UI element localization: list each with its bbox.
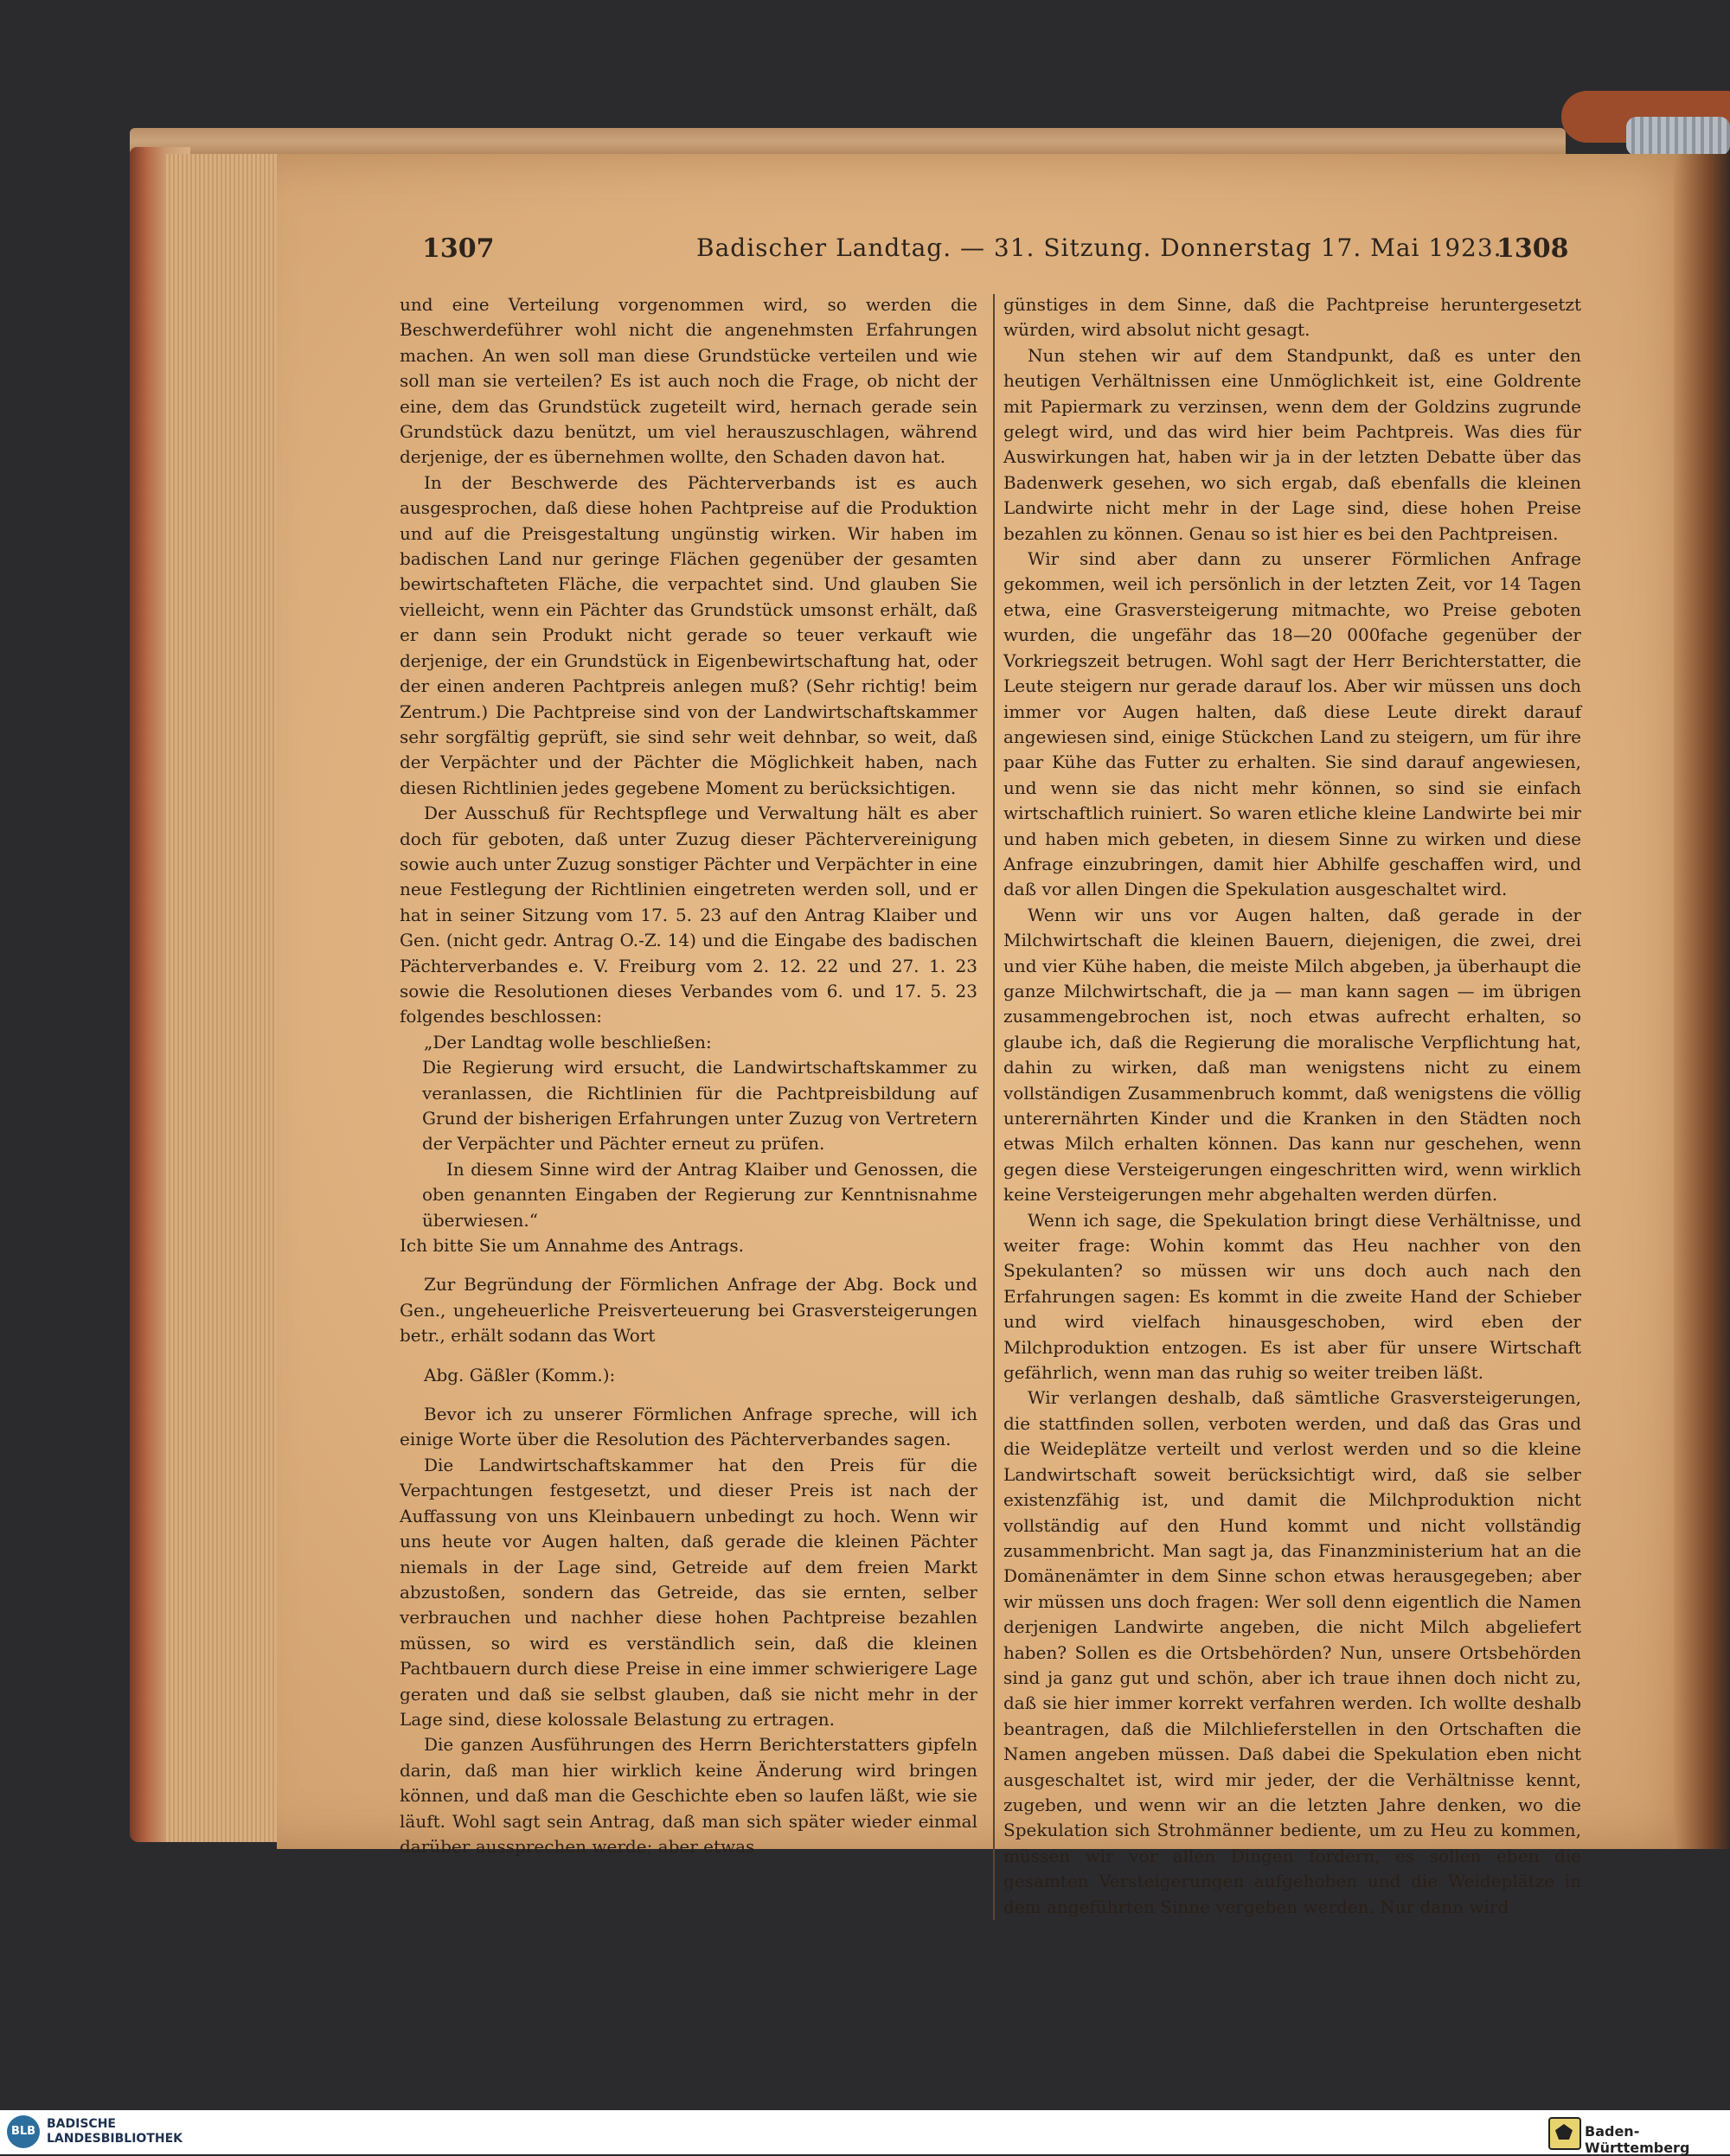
library-name-line2: LANDESBIBLIOTHEK xyxy=(47,2132,183,2146)
paragraph: Wir sind aber dann zu unserer Förmlichen Anfrage gekommen, weil ich persönlich in der letzten Zeit, vor 14 Tagen etwa, eine Grasversteigerung mitmachte, wo Preise geboten wurden, die ungefähr das 18—20 000fache gegenüber der Vorkriegszeit betrugen. Wohl sagt der Herr Berichterstatter, die Leute steigern nur gerade darauf los. Aber wir müssen uns doch immer vor Augen halten, daß diese Leute direkt darauf angewiesen sind, einige Stückchen Land zu steigern, um für ihre paar Kühe das Futter zu erhalten. Sie sind darauf angewiesen, und wenn sie das nicht mehr können, so sind sie einfach wirtschaftlich ruiniert. So waren etliche kleine Landwirte bei mir und haben mich gebeten, in diesem Sinne zu wirken und diese Anfrage einzubringen, damit hier Abhilfe geschaffen wird, und daß vor allen Dingen die Spekulation ausgeschaltet wird. xyxy=(1003,548,1581,900)
bookmark-tie xyxy=(1626,117,1730,156)
viewer-footer-bar xyxy=(0,2110,1730,2154)
paragraph: und eine Verteilung vorgenommen wird, so werden die Beschwerdeführer wohl nicht die angenehmsten Erfahrungen machen. An wen soll man diese Grundstücke verteilen und wie soll man sie verteilen? Es ist auch noch die Frage, ob nicht der eine, dem das Grundstück zugeteilt wird, hernach gerade sein Grundstück dazu benützt, um viel herauszuschlagen, während derjenige, der es übernehmen wollte, den Schaden davon hat. xyxy=(400,294,977,468)
agenda-item: Zur Begründung der Förmlichen Anfrage der Abg. Bock und Gen., ungeheuerliche Preisverteuerung bei Grasversteigerungen betr., erhält sodann das Wort xyxy=(400,1274,977,1347)
library-name-line1: BADISCHE xyxy=(47,2117,116,2131)
paragraph: Wenn ich sage, die Spekulation bringt diese Verhältnisse, und weiter frage: Wohin kommt das Heu nachher von den Spekulanten? so müssen wir uns doch auch nach den Erfahrungen sagen: Es kommt in die zweite Hand der Schieber und wird vielfach hinausgeschoben, wird eben der Milchproduktion entzogen. Es ist aber für unsere Wirtschaft gefährlich, wenn man das ruhig so weiter treiben läßt. xyxy=(1003,1209,1581,1384)
state-name: Baden-Württemberg xyxy=(1585,2123,1690,2156)
paragraph: In der Beschwerde des Pächterverbands ist es auch ausgesprochen, daß diese hohen Pachtpreise auf die Produktion und auf die Preisgestaltung ungünstig wirken. Wir haben im badischen Land nur geringe Flächen gegenüber der gesamten bewirtschafteten Fläche, die verpachtet sind. Und glauben Sie vielleicht, wenn ein Pächter das Grundstück umsonst erhält, daß er dann sein Produkt nicht gerade so teuer verkauft wie derjenige, der ein Grundstück in Eigenbewirtschaftung hat, oder der einen anderen Pachtpreis anlegen muß? (Sehr richtig! beim Zentrum.) Die Pachtpreise sind von der Landwirtschaftskammer sehr sorgfältig geprüft, sie sind sehr weit dehnbar, so weit, daß der Verpächter und der Pächter die Möglichkeit haben, nach diesen Richtlinien jedes gegebene Moment zu berücksichtigen. xyxy=(400,471,977,798)
resolution-text: Die Regierung wird ersucht, die Landwirtschaftskammer zu veranlassen, die Richtlinien für die Pachtpreisbildung auf Grund der bisherigen Erfahrungen unter Zuzug von Vertretern der Verpächter und Pächter erneut zu prüfen. xyxy=(422,1057,977,1155)
paragraph: Die ganzen Ausführungen des Herrn Berichterstatters gipfeln darin, daß man hier wirklich keine Änderung wird bringen können, und daß man die Geschichte eben so laufen läßt, wie sie läuft. Wohl sagt sein Antrag, daß man sich später wieder einmal darüber aussprechen werde; aber etwas xyxy=(400,1734,977,1857)
paragraph: Nun stehen wir auf dem Standpunkt, daß es unter den heutigen Verhältnissen eine Unmöglichkeit ist, eine Goldrente mit Papiermark zu verzinsen, wenn dem der Goldzins zugrunde gelegt wird, und das wird hier beim Pachtpreis. Was dies für Auswirkungen hat, haben wir ja in der letzten Debatte über das Badenwerk gesehen, wo sich ergab, daß ebenfalls die kleinen Landwirte nicht mehr in der Lage sind, diese hohen Preise bezahlen zu können. Genau so ist hier es bei den Pachtpreisen. xyxy=(1003,344,1581,544)
running-header: Badischer Landtag. — 31. Sitzung. Donnerstag 17. Mai 1923. xyxy=(696,234,1503,262)
book-right-edge xyxy=(1674,154,1730,1849)
speaker-heading: Abg. Gäßler (Komm.): xyxy=(424,1364,616,1385)
right-text-column xyxy=(1003,292,1581,1920)
blb-logo-icon[interactable]: BLB xyxy=(7,2115,40,2148)
paragraph: Bevor ich zu unserer Förmlichen Anfrage spreche, will ich einige Worte über die Resolution des Pächterverbandes sagen. xyxy=(400,1404,977,1450)
left-text-column xyxy=(400,292,977,1859)
paragraph: Die Landwirtschaftskammer hat den Preis für die Verpachtungen festgesetzt, und dieser Preis ist nach der Auffassung von uns Kleinbauern unbedingt zu hoch. Wenn wir uns heute vor Augen halten, daß gerade die kleinen Pächter niemals in der Lage sind, Getreide auf dem freien Markt abzustoßen, sondern das Getreide, das sie ernten, selber verbrauchen und nachher diese hohen Pachtpreise bezahlen müssen, so wird es verständlich sein, daß die kleinen Pachtbauern durch diese Preise in eine immer schwierigere Lage geraten und daß sie selbst glauben, daß sie nicht mehr in der Lage sind, diese kolossale Belastung zu ertragen. xyxy=(400,1454,977,1730)
paragraph: Der Ausschuß für Rechtspflege und Verwaltung hält es aber doch für geboten, daß unter Zuzug dieser Pächtervereinigung sowie auch unter Zuzug sonstiger Pächter und Verpächter in eine neue Festlegung der Richtlinien eingetreten werden soll, und er hat in seiner Sitzung vom 17. 5. 23 auf den Antrag Klaiber und Gen. (nicht gedr. Antrag O.-Z. 14) und die Eingabe des badischen Pächterverbandes e. V. Freiburg vom 2. 12. 22 und 27. 1. 23 sowie die Resolutionen dieses Verbandes vom 6. und 17. 5. 23 folgendes beschlossen: xyxy=(400,803,977,1027)
paragraph: Wir verlangen deshalb, daß sämtliche Grasversteigerungen, die stattfinden sollen, verboten werden, und daß das Gras und die Weideplätze verteilt und verlost werden und so die kleine Landwirtschaft soweit berücksichtigt wird, daß sie selber existenzfähig ist, und damit die Milchproduktion nicht vollständig auf den Hund kommt und nicht vollständig zusammenbricht. Man sagt ja, das Finanzministerium hat an die Domänenämter in dem Sinne schon etwas herausgegeben; aber wir müssen uns doch fragen: Wer soll denn eigentlich die Namen derjenigen Landwirte angeben, die nicht Milch abgeliefert haben? Sollen es die Ortsbehörden? Nun, unsere Ortsbehörden sind ja ganz gut und schön, aber ich traue ihnen doch nicht zu, daß sie hier immer korrekt verfahren werden. Ich wollte deshalb beantragen, daß die Milchlieferstellen in den Ortschaften die Namen angeben müssen. Daß dabei die Spekulation eben nicht ausgeschaltet ist, wird mir jeder, der die Verhältnisse kennt, zugeben, und wenn wir an die letzten Jahre denken, wo die Spekulation sich Strohmänner bediente, um zu Heu zu kommen, müssen wir vor allen Dingen fordern, es sollen eben die gesamten Versteigerungen aufgehoben und die Weideplätze in dem angeführten Sinne vergeben werden. Nur dann wird xyxy=(1003,1387,1581,1917)
state-coat-of-arms-icon xyxy=(1548,2117,1581,2150)
left-page-number: 1307 xyxy=(422,234,495,264)
paragraph: günstiges in dem Sinne, daß die Pachtpreise heruntergesetzt würden, wird absolut nicht gesagt. xyxy=(1003,294,1581,341)
resolution-text: In diesem Sinne wird der Antrag Klaiber und Genossen, die oben genannten Eingaben der Regierung zur Kenntnisnahme überwiesen.“ xyxy=(422,1158,977,1231)
paragraph: Wenn wir uns vor Augen halten, daß gerade in der Milchwirtschaft die kleinen Bauern, diejenigen, die zwei, drei und vier Kühe haben, die meiste Milch abgeben, ja überhaupt die ganze Milchwirtschaft, die ja — man kann sagen — im übrigen zusammengebrochen ist, noch etwas aufrecht erhalten, so glaube ich, daß die Regierung die moralische Verpflichtung hat, dahin zu wirken, daß man wenigstens nicht zu einem vollständigen Zusammenbruch kommt, daß wenigstens die völlig unterernährten Kinder und die Kranken in den Städten noch etwas Milch erhalten können. Das kann nur geschehen, wenn gegen diese Versteigerungen eingeschritten wird, wenn wirklich keine Versteigerungen mehr abgehalten werden dürfen. xyxy=(1003,904,1581,1206)
column-divider xyxy=(993,294,995,1920)
library-name[interactable] xyxy=(47,2117,183,2146)
resolution-intro: „Der Landtag wolle beschließen: xyxy=(424,1031,712,1052)
page-stack xyxy=(164,154,285,1842)
paragraph: Ich bitte Sie um Annahme des Antrags. xyxy=(400,1235,744,1257)
right-page-number: 1308 xyxy=(1496,234,1569,264)
